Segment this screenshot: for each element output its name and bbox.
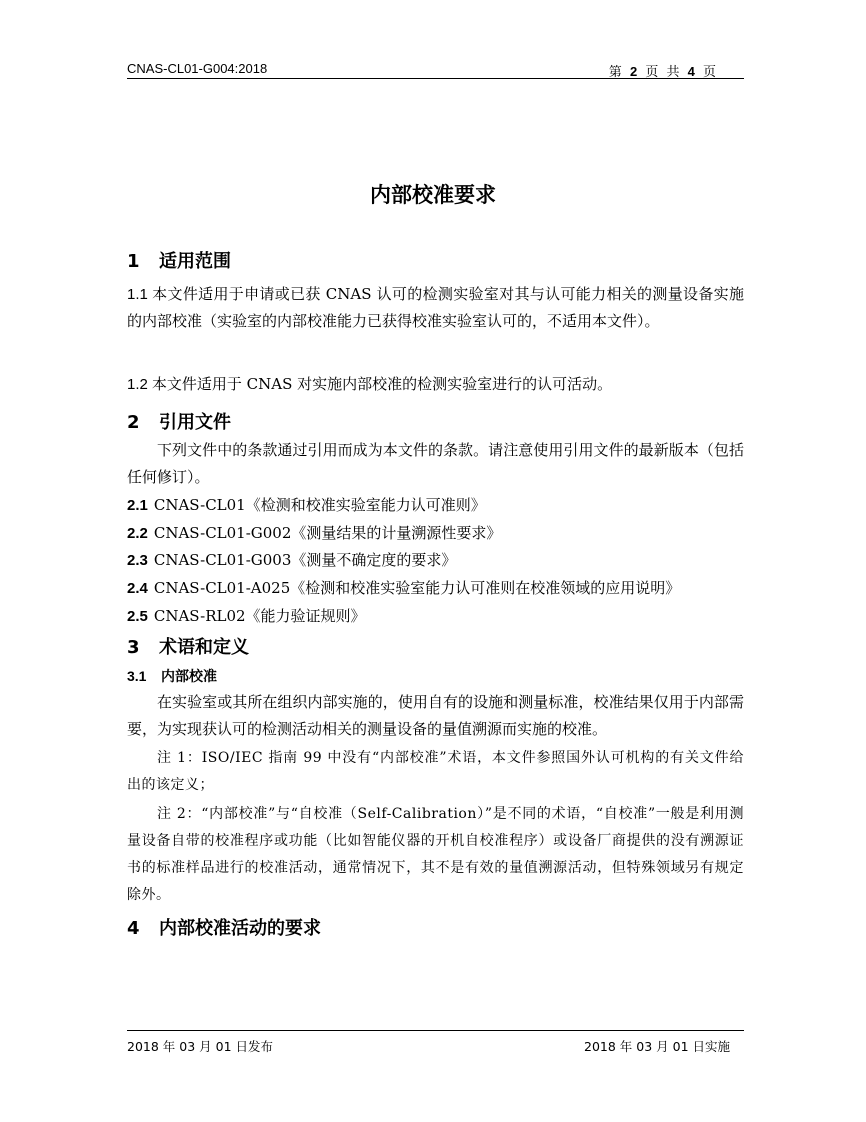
document-id: CNAS-CL01-G004:2018 — [127, 61, 268, 76]
effective-date: 2018 年 03 月 01 日实施 — [584, 1039, 730, 1054]
page-header — [127, 60, 744, 79]
definition-paragraph: 在实验室或其所在组织内部实施的，使用自有的设施和测量标准，校准结果仅用于内部需要，为实现获认可的检测活动相关的测量设备的量值溯源而实施的校准。 — [127, 693, 744, 738]
subsection-title: 内部校准 — [161, 669, 217, 685]
reference-number: 2.3 — [127, 552, 148, 569]
section-number: 2 — [127, 412, 140, 433]
section-4-heading — [127, 914, 321, 940]
page-number: 2 — [629, 64, 640, 79]
section-title: 内部校准活动的要求 — [159, 918, 321, 939]
reference-number: 2.4 — [127, 580, 148, 597]
issue-date: 2018 年 03 月 01 日发布 — [127, 1039, 273, 1054]
reference-text: CNAS-CL01《检测和校准实验室能力认可准则》 — [153, 496, 486, 514]
page-footer — [127, 1030, 744, 1054]
reference-number: 2.2 — [127, 525, 148, 542]
reference-item — [127, 577, 680, 598]
paragraph-1-2 — [127, 371, 744, 398]
page-indicator — [609, 61, 718, 80]
clause-text: 本文件适用于 CNAS 对实施内部校准的检测实验室进行的认可活动。 — [151, 375, 613, 393]
reference-item — [127, 605, 366, 626]
reference-number: 2.1 — [127, 497, 148, 514]
section-number: 4 — [127, 918, 140, 939]
section-title: 适用范围 — [159, 251, 231, 272]
section-title: 术语和定义 — [159, 637, 249, 658]
reference-number: 2.5 — [127, 608, 148, 625]
note-2: 注 2：“内部校准”与“自校准（Self-Calibration）”是不同的术语，“自校准”一般是利用测量设备自带的校准程序或功能（比如智能仪器的开机自校准程序）或设备厂商提供的没有溯源证书的标准样品进行的校准活动，通常情况下，其不是有效的量值溯源活动，但特殊领域另有规定除外。 — [127, 806, 744, 903]
page-total: 4 — [687, 64, 697, 79]
reference-item — [127, 494, 486, 515]
section-2-heading — [127, 408, 231, 434]
page-title: 内部校准要求 — [370, 183, 496, 207]
section-1-heading — [127, 247, 231, 273]
subsection-number: 3.1 — [127, 668, 147, 684]
section-number: 3 — [127, 637, 140, 658]
section-number: 1 — [127, 251, 140, 272]
clause-number: 1.1 — [127, 286, 148, 303]
page-prefix: 第 — [608, 65, 624, 80]
reference-text: CNAS-CL01-G003《测量不确定度的要求》 — [153, 551, 457, 569]
section-title: 引用文件 — [159, 412, 231, 433]
reference-item — [127, 522, 501, 543]
clause-text: 本文件适用于申请或已获 CNAS 认可的检测实验室对其与认可能力相关的测量设备实施的内部校准（实验室的内部校准能力已获得校准实验室认可的，不适用本文件）。 — [127, 285, 744, 330]
reference-text: CNAS-RL02《能力验证规则》 — [153, 607, 366, 625]
reference-text: CNAS-CL01-G002《测量结果的计量溯源性要求》 — [153, 524, 502, 542]
page-suffix: 页 — [702, 65, 718, 80]
section-3-heading — [127, 633, 249, 659]
subsection-3-1-heading — [127, 666, 217, 686]
reference-item — [127, 549, 456, 570]
paragraph-1-1 — [127, 281, 744, 335]
reference-text: CNAS-CL01-A025《检测和校准实验室能力认可准则在校准领域的应用说明》 — [153, 579, 681, 597]
page-mid: 页 共 — [645, 65, 682, 80]
note-1: 注 1：ISO/IEC 指南 99 中没有“内部校准”术语，本文件参照国外认可机构的有关文件给出的该定义； — [127, 750, 744, 793]
references-intro: 下列文件中的条款通过引用而成为本文件的条款。请注意使用引用文件的最新版本（包括任何修订）。 — [127, 441, 744, 486]
clause-number: 1.2 — [127, 376, 148, 393]
